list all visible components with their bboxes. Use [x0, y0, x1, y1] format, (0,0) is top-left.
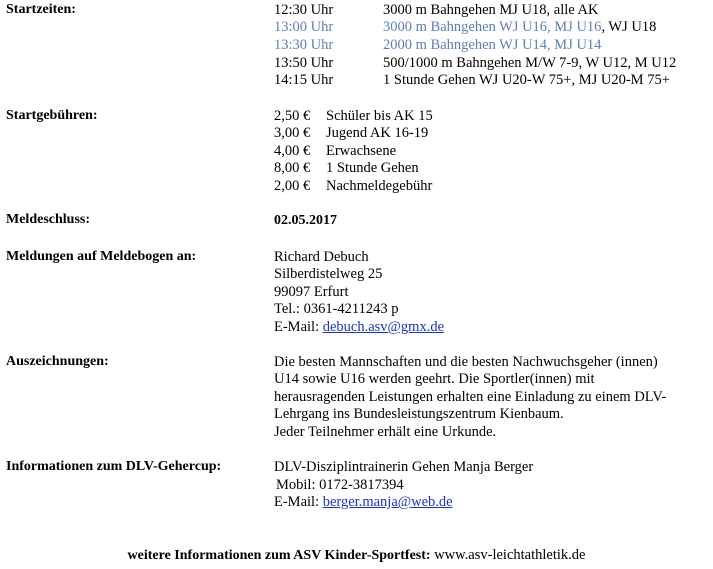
contact-city: 99097 Erfurt: [274, 284, 349, 300]
email-prefix: E-Mail:: [274, 319, 323, 335]
race-description: 1 Stunde Gehen WJ U20-W 75+, MJ U20-M 75+: [383, 72, 670, 88]
contact-email-line: [274, 319, 444, 336]
race-description-extra: , WJ U18: [601, 19, 657, 35]
startgebuehren-label: Startgebühren:: [6, 108, 98, 123]
race-description-highlight: 3000 m Bahngehen WJ U16, MJ U16: [383, 19, 602, 35]
awards-line: Jeder Teilnehmer erhält eine Urkunde.: [274, 424, 497, 440]
fee-price: 3,00 €: [274, 125, 311, 141]
fee-description: Erwachsene: [326, 143, 397, 159]
contact-street: Silberdistelweg 25: [274, 266, 383, 282]
start-time: 13:30 Uhr: [274, 37, 334, 53]
auszeichnungen-label: Auszeichnungen:: [6, 354, 109, 369]
contact-name: Richard Debuch: [274, 249, 369, 265]
startzeiten-label: Startzeiten:: [6, 2, 76, 17]
gehercup-label: Informationen zum DLV-Gehercup:: [6, 459, 222, 474]
fee-price: 2,00 €: [274, 178, 311, 194]
fee-description: 1 Stunde Gehen: [326, 160, 419, 176]
contact-phone: Tel.: 0361-4211243 p: [274, 301, 399, 317]
meldeschluss-date: 02.05.2017: [274, 213, 337, 228]
race-description: 2000 m Bahngehen WJ U14, MJ U14: [383, 37, 602, 53]
footer-label: weitere Informationen zum ASV Kinder-Sportfest:: [127, 548, 431, 563]
gehercup-email-line: [274, 494, 453, 511]
race-description: [383, 19, 656, 36]
fee-description: Schüler bis AK 15: [326, 108, 433, 124]
gehercup-trainer: DLV-Disziplintrainerin Gehen Manja Berger: [274, 459, 534, 475]
footer-info: [0, 547, 713, 564]
email-link[interactable]: debuch.asv@gmx.de: [322, 319, 445, 335]
fee-price: 4,00 €: [274, 143, 311, 159]
start-time: 13:00 Uhr: [274, 19, 334, 35]
start-time: 12:30 Uhr: [274, 2, 334, 18]
email-link[interactable]: berger.manja@web.de: [322, 494, 453, 510]
race-description: 500/1000 m Bahngehen M/W 7-9, W U12, M U12: [383, 55, 677, 71]
fee-price: 2,50 €: [274, 108, 311, 124]
email-prefix: E-Mail:: [274, 494, 323, 510]
meldungen-label: Meldungen auf Meldebogen an:: [6, 249, 197, 264]
start-time: 13:50 Uhr: [274, 55, 334, 71]
meldeschluss-label: Meldeschluss:: [6, 212, 90, 227]
fee-description: Nachmeldegebühr: [326, 178, 433, 194]
race-description: 3000 m Bahngehen MJ U18, alle AK: [383, 2, 599, 18]
footer-url[interactable]: www.asv-leichtathletik.de: [430, 547, 586, 563]
start-time: 14:15 Uhr: [274, 72, 334, 88]
fee-price: 8,00 €: [274, 160, 311, 176]
awards-line: Die besten Mannschaften und die besten Nachwuchsgeher (innen): [274, 354, 658, 370]
awards-line: U14 sowie U16 werden geehrt. Die Sportler(innen) mit: [274, 371, 595, 387]
fee-description: Jugend AK 16-19: [326, 125, 429, 141]
gehercup-mobile: Mobil: 0172-3817394: [276, 477, 404, 493]
awards-line: herausragenden Leistungen erhalten eine Einladung zu einem DLV-: [274, 389, 667, 405]
awards-line: Lehrgang ins Bundesleistungszentrum Kienbaum.: [274, 406, 564, 422]
